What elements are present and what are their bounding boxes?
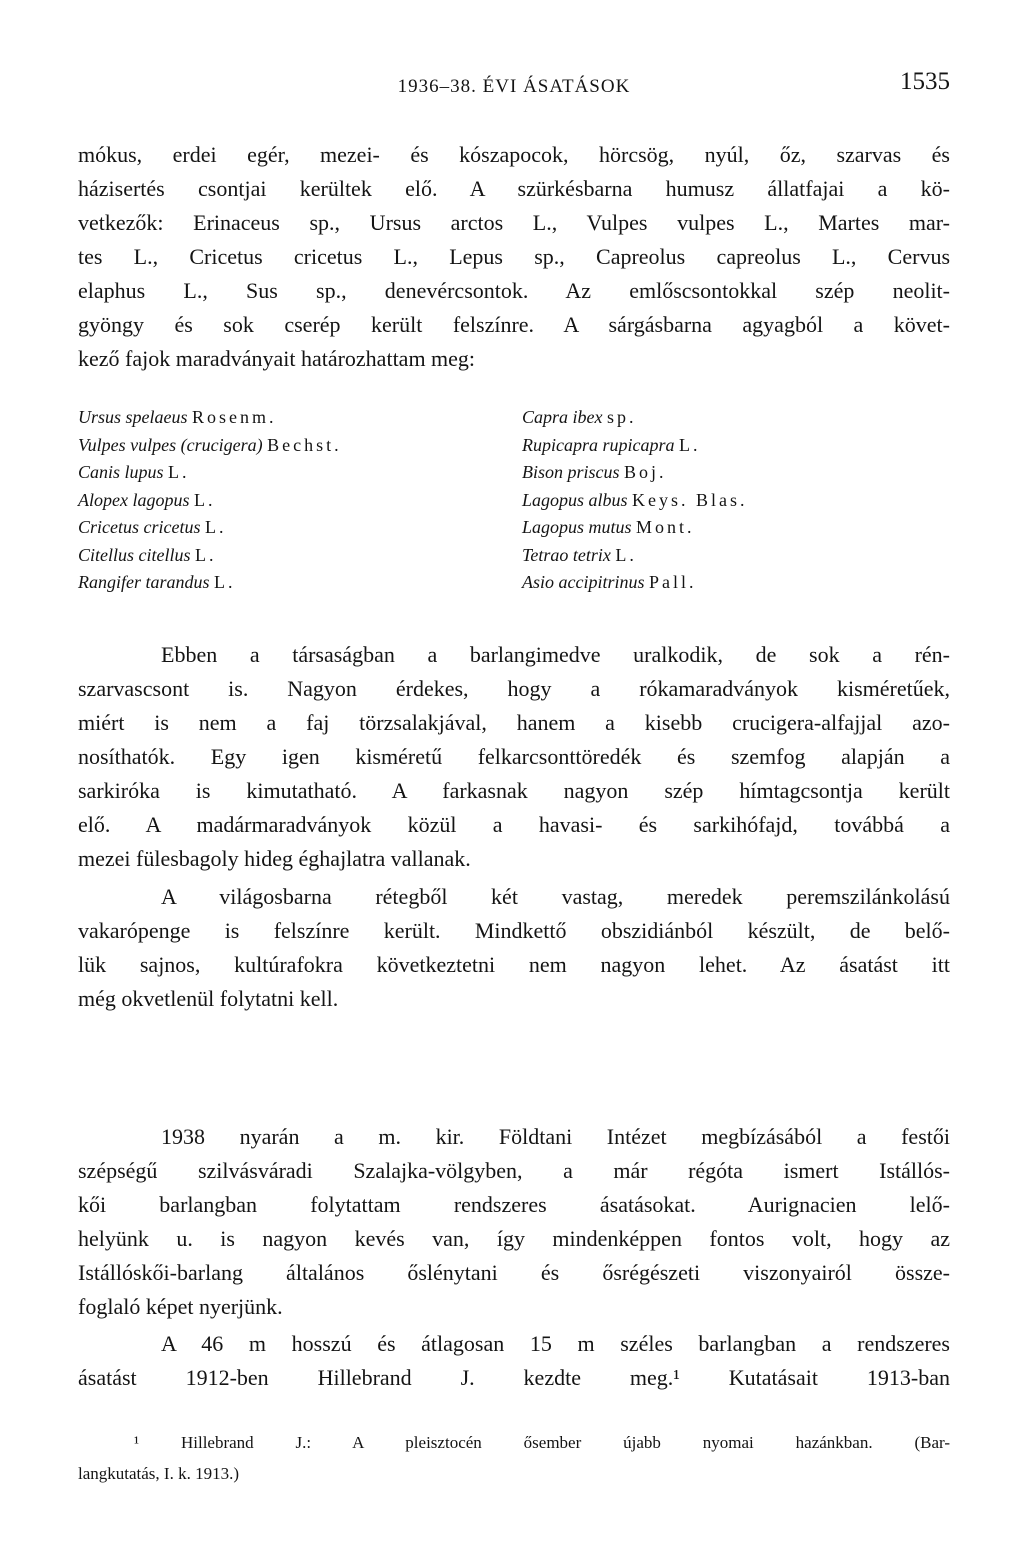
species-author: Boj. xyxy=(624,462,667,482)
text-line: gyöngy és sok cserép került felszínre. A sárgásbarna agyagból a követ- xyxy=(78,312,950,337)
species-entry xyxy=(522,404,748,432)
species-author: L. xyxy=(195,544,217,565)
species-name: Tetrao tetrix xyxy=(522,544,611,565)
text-line: Istállóskői-barlang általános őslénytani és ősrégészeti viszonyairól össze- xyxy=(78,1260,950,1285)
text-line: foglaló képet nyerjünk. xyxy=(78,1294,283,1319)
species-name: Alopex lagopus xyxy=(78,489,190,510)
species-name: Citellus citellus xyxy=(78,544,191,565)
species-name: Lagopus mutus xyxy=(522,517,632,537)
text-line: vakarópenge is felszínre került. Mindkettő obszidiánból készült, de belő- xyxy=(78,918,950,943)
species-entry xyxy=(78,459,342,487)
species-entry xyxy=(78,542,342,570)
text-line: szarvascsont is. Nagyon érdekes, hogy a rókamaradványok kisméretűek, xyxy=(78,676,950,701)
species-entry xyxy=(78,404,342,432)
text-line: nosíthatók. Egy igen kisméretű felkarcsonttöredék és szemfog alapján a xyxy=(78,744,950,769)
species-author: Keys. Blas. xyxy=(632,489,748,510)
species-name: Rupicapra rupicapra xyxy=(522,434,675,455)
species-name: Bison priscus xyxy=(522,462,620,482)
text-line: miért is nem a faj törzsalakjával, hanem a kisebb crucigera-alfajjal azo- xyxy=(78,710,950,735)
text-line: lük sajnos, kultúrafokra következtetni nem nagyon lehet. Az ásatást itt xyxy=(78,952,950,977)
species-entry xyxy=(522,487,748,515)
text-line: Ebben a társaságban a barlangimedve uralkodik, de sok a rén- xyxy=(161,642,950,667)
running-title: 1936–38. ÉVI ÁSATÁSOK xyxy=(397,76,631,97)
species-entry xyxy=(522,514,748,542)
species-entry xyxy=(522,432,748,460)
species-author: L. xyxy=(679,434,701,455)
paragraph-light-brown-layer xyxy=(78,880,950,1016)
species-name: Vulpes vulpes (crucigera) xyxy=(78,434,263,455)
text-line: kői barlangban folytattam rendszeres ásatásokat. Aurignacien lelő- xyxy=(78,1192,950,1217)
text-line: A 46 m hosszú és átlagosan 15 m széles barlangban a rendszeres xyxy=(161,1331,950,1356)
paragraph-fauna-humus xyxy=(78,138,950,376)
species-column-left xyxy=(78,404,342,597)
species-entry xyxy=(78,569,342,597)
species-name: Rangifer tarandus xyxy=(78,572,210,592)
text-line: szépségű szilvásváradi Szalajka-völgyben, a már régóta ismert Istállós- xyxy=(78,1158,950,1183)
species-name: Lagopus albus xyxy=(522,489,628,510)
species-author: L. xyxy=(193,489,216,510)
text-line: még okvetlenül folytatni kell. xyxy=(78,986,339,1011)
text-line: mezei fülesbagoly hideg éghajlatra vallanak. xyxy=(78,846,471,871)
species-entry xyxy=(522,569,748,597)
species-author: Pall. xyxy=(649,572,697,592)
text-line: tes L., Cricetus cricetus L., Lepus sp., Capreolus capreolus L., Cervus xyxy=(78,244,950,269)
species-author: L. xyxy=(168,462,190,482)
species-name: Asio accipitrinus xyxy=(522,572,645,592)
running-header xyxy=(78,68,950,104)
species-author: L. xyxy=(204,517,227,537)
species-column-right xyxy=(522,404,748,597)
species-entry xyxy=(78,487,342,515)
text-line: házisertés csontjai kerültek elő. A szürkésbarna humusz állatfajai a kö- xyxy=(78,176,950,201)
species-author: Mont. xyxy=(636,517,695,537)
species-entry xyxy=(522,459,748,487)
species-author: Bechst. xyxy=(267,434,342,455)
species-name: Cricetus cricetus xyxy=(78,517,201,537)
footnote xyxy=(78,1427,950,1489)
paragraph-cave-bear xyxy=(78,638,950,876)
species-author: L. xyxy=(615,544,637,565)
text-line: helyünk u. is nagyon kevés van, így mindenképpen fontos volt, hogy az xyxy=(78,1226,950,1251)
text-line: kező fajok maradványait határozhattam meg: xyxy=(78,346,476,371)
species-name: Capra ibex xyxy=(522,407,603,427)
species-entry xyxy=(78,432,342,460)
text-line: 1938 nyarán a m. kir. Földtani Intézet megbízásából a festői xyxy=(161,1124,950,1149)
text-line: ásatást 1912-ben Hillebrand J. kezdte meg.¹ Kutatásait 1913-ban xyxy=(78,1365,950,1390)
species-name: Ursus spelaeus xyxy=(78,407,188,427)
footnote-line: langkutatás, I. k. 1913.) xyxy=(78,1464,239,1483)
species-author: L. xyxy=(214,572,236,592)
species-author: sp. xyxy=(607,407,637,427)
paragraph-cave-dimensions xyxy=(78,1327,950,1395)
species-entry xyxy=(522,542,748,570)
text-line: vetkezők: Erinaceus sp., Ursus arctos L., Vulpes vulpes L., Martes mar- xyxy=(78,210,950,235)
text-line: A világosbarna rétegből két vastag, meredek peremszilánkolású xyxy=(161,884,950,909)
text-line: sarkiróka is kimutatható. A farkasnak nagyon szép hímtagcsontja került xyxy=(78,778,950,803)
species-author: Rosenm. xyxy=(192,407,277,427)
text-line: elő. A madármaradványok közül a havasi- és sarkihófajd, továbbá a xyxy=(78,812,950,837)
text-line: mókus, erdei egér, mezei- és kószapocok, hörcsög, nyúl, őz, szarvas és xyxy=(78,142,950,167)
species-name: Canis lupus xyxy=(78,462,164,482)
paragraph-istalloskoi-intro xyxy=(78,1120,950,1324)
species-entry xyxy=(78,514,342,542)
text-line: elaphus L., Sus sp., denevércsontok. Az emlőscsontokkal szép neolit- xyxy=(78,278,950,303)
footnote-line: ¹ Hillebrand J.: A pleisztocén ősember újabb nyomai hazánkban. (Bar- xyxy=(134,1433,950,1452)
page-number: 1535 xyxy=(900,68,950,95)
